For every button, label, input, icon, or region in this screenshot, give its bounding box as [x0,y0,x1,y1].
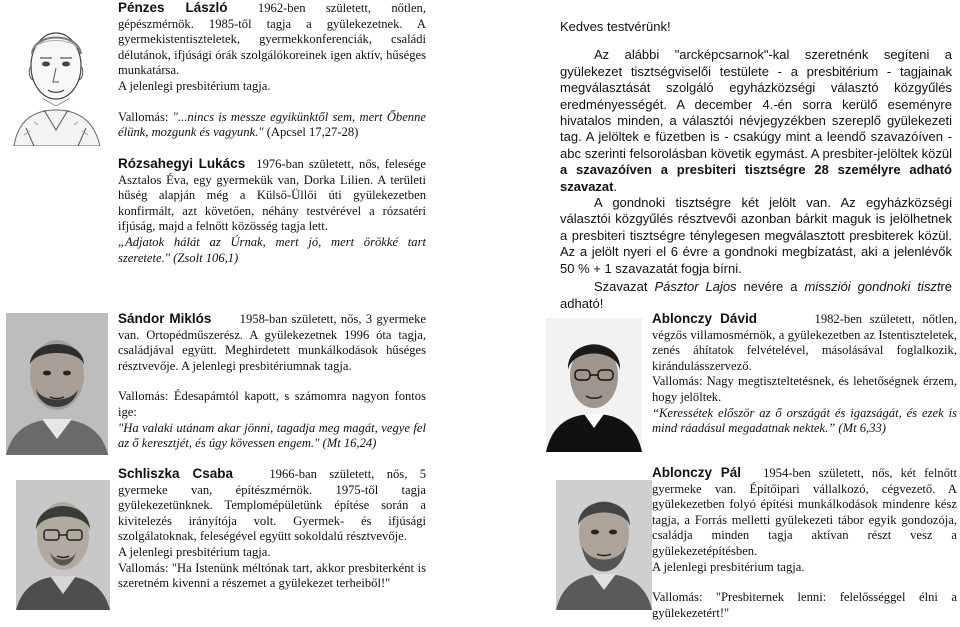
rozsahegyi-intro: 1976-ban született, nős, felesége Asztalos Éva, egy gyermekük van, Dorka Lilien. A területi hűség alapján még a Külső-Üllői úti gyülekezetben konfirmált, azt követően, néhány testvérével a rózsatéri ifjúság, majd a felnőtt közösség tagja lett. [118,157,426,234]
notice-block [560,19,952,312]
penzes-confession-ref: (Apcsel 17,27-28) [266,125,359,140]
ablonczy-pal-role: A jelenlegi presbitérium tagja. [652,559,805,574]
notice-p3-end: re adható! [560,279,953,311]
penzes-confession-quote: "...nincs is messze egyikünktől sem, mert Őbenne élünk, mozgunk és vagyunk." [118,109,426,140]
ablonczy-pal-bio [652,465,957,621]
sandor-portrait [6,313,108,455]
notice-greeting: Kedves testvérünk! [560,19,671,34]
ablonczy-david-name: Ablonczy Dávid [652,311,757,326]
notice-p1-text: Az alábbi "arcképcsarnok"-kal szeretnénk segíteni a gyülekezet tisztségviselői testülete - a presbitérium - tagjainak megválasztását szolgáló egyházközségi választó közgyűlés eredményességét. A december 4.-én sorra kerülő eseményre hivatalos minden, a választói névjegyzékben szereplő gyülekezeti tag. A jelöltek e füzetben is - csakúgy mint a leendő szavazóíven - abc szerinti felsorolásban követik egymást. A presbiter-jelöltek közül [560,47,952,161]
penzes-name: Pénzes László [118,0,228,15]
notice-p3-ital: missziói gondnoki tiszt [804,279,941,295]
sandor-quote: "Ha valaki utánam akar jönni, tagadja meg magát, vegye fel az ő keresztjét, és úgy kövessen engem." (Mt 16,24) [118,420,426,451]
ablonczy-david-intro: 1982-ben született, nőtlen, végzős villamosmérnök, a gyülekezetben az Istentiszteletek, zenés áhítatok felvételével, másolásával foglalkozik, kirándulásszervező. [652,312,957,373]
ablonczy-david-portrait [546,318,642,452]
penzes-confession-label: Vallomás: [118,109,169,124]
notice-paragraph-2: A gondnoki tisztségre két jelölt van. Az egyházközségi választói közgyűlés résztvevői azonban bárkit maguk is jelölhetnek a presbiteri tisztségre ténylegesen megválasztott presbiterek közül. Az a jelölt nyeri el 6 évre a gondnoki megbízatást, aki a jelenlévők 50 % + 1 szavazatát fogja bírni. [560,195,952,276]
notice-p3-name: Pásztor Lajos [654,279,737,295]
penzes-bio [118,0,426,141]
rozsahegyi-quote: „Adjatok hálát az Úrnak, mert jó, mert örökké tart szeretete." (Zsolt 106,1) [118,234,426,265]
schliszka-photo-image [16,480,110,610]
notice-p1-bold: a szavazóíven a presbiteri tisztségre 28 személyre adható szavazat [560,162,952,194]
rozsahegyi-name: Rózsahegyi Lukács [118,156,246,171]
ablonczy-david-confession: Vallomás: Nagy megtiszteltetésnek, és lehetőségnek érzem, hogy jelöltek. [652,374,957,404]
notice-p3-pre: Szavazat [594,279,648,295]
sandor-bio [118,311,426,452]
schliszka-role: A jelenlegi presbitérium tagja. [118,544,271,559]
penzes-confession [118,110,426,141]
schliszka-name: Schliszka Csaba [118,466,233,481]
penzes-intro: 1962-ben született, nőtlen, gépészmérnök. 1985-től tagja a gyülekezetnek. A gyermekistentiszteletek, gyermekkonferenciák, családi délutánok, ifjúsági órák szolgálókoreinek igen aktív, hűséges munkatársa. [118,1,426,78]
ablonczy-david-bio [652,311,957,437]
ablonczy-pal-name: Ablonczy Pál [652,465,741,480]
notice-paragraph-3 [560,279,952,312]
ablonczy-pal-intro: 1954-ben született, nős, két felnőtt gyermeke van. Építőipari vállalkozó, cégvezető. A gyülekezetben folyó építési munkálkodások mindenre kész tagja, a Forrás melletti gyülekezeti tábor egyik gondozója, családja minden tagja aktívan részt vesz a gyülekezetépítésben. [652,466,957,558]
notice-p1-end: . [613,178,618,194]
sandor-photo-image [6,313,108,455]
ablonczy-pal-photo-image [556,480,652,610]
sandor-intro: 1958-ban született, nős, 3 gyermeke van. Ortopédműszerész. A gyülekezetnek 1996 óta tagja, családjával együtt. Meghirdetett munkálkodások hűséges résztvevője. A jelenlegi presbitériumnak tagja. [118,312,427,373]
ablonczy-david-quote: “Keressétek először az ő országát és igazságát, és ezek is mind ráadásul megadatnak nektek.” (Mt 6,33) [652,405,957,436]
rozsahegyi-bio [118,156,426,266]
notice-p3-mid: nevére a [743,279,798,295]
penzes-portrait [4,10,108,146]
penzes-role: A jelenlegi presbitérium tagja. [118,78,271,93]
ablonczy-pal-confession: Vallomás: "Presbiternek lenni: felelősséggel élni a gyülekezetért!" [652,590,957,620]
notice-paragraph-1 [560,47,952,195]
ablonczy-pal-portrait [556,480,652,610]
sandor-confession: Vallomás: Édesapámtól kapott, s számomra nagyon fontos ige: [118,389,426,419]
sandor-name: Sándor Miklós [118,311,212,326]
schliszka-confession: Vallomás: "Ha Istenünk méltónak tart, akkor presbiterként is szeretném kivenni a részemet a gyülekezet terheiből!" [118,560,426,591]
ablonczy-david-photo-image [546,318,642,452]
schliszka-intro: 1966-ban született, nős, 5 gyermeke van, építészmérnök. 1975-től tagja gyülekezetünknek. Templomépületünk építése során a kivitelezés irányítója volt. Gyermek- és ifjúsági szolgálatoknak, feleségével együtt sokoldalú résztvevője. [118,467,426,544]
schliszka-portrait [16,480,110,610]
penzes-sketch-image [4,10,108,146]
schliszka-bio [118,466,426,592]
